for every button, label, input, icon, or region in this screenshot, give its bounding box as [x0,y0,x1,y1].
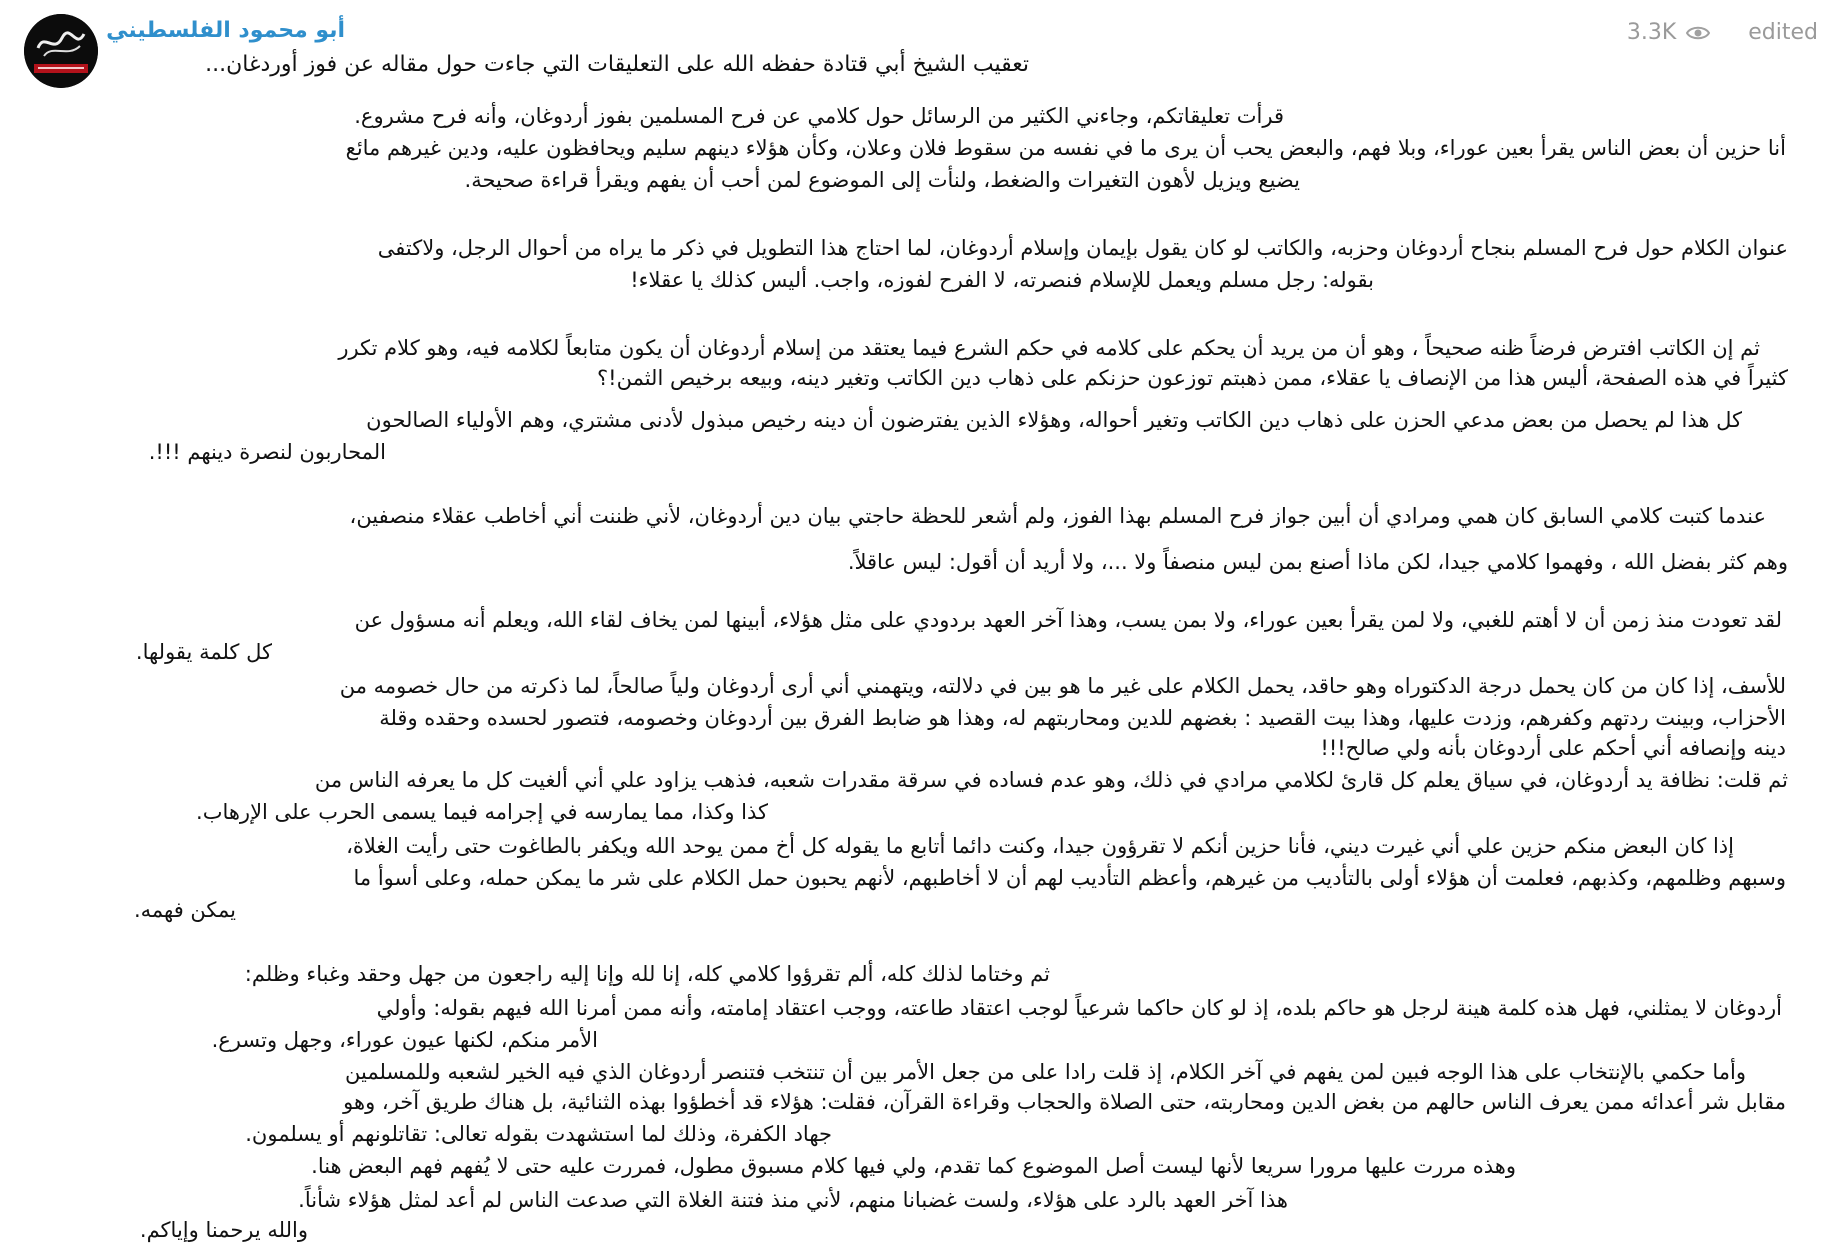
post-line: دينه وإنصافه أني أحكم على أردوغان بأنه ولي صالح!!! [1320,736,1786,760]
post-line: كل كلمة يقولها. [135,640,272,664]
post-line: أنا حزين أن بعض الناس يقرأ بعين عوراء، وبلا فهم، والبعض يحب أن يرى ما في نفسه من سقوط فلان وعلان، وكأن هؤلاء دينهم سليم ويحافظون عليه، ودين غيرهم مائع [345,136,1786,160]
post-meta [1627,20,1818,45]
post-line: لقد تعودت منذ زمن أن لا أهتم للغبي، ولا لمن يقرأ بعين عوراء، ولا بمن يسب، وهذا آخر العهد بردودي على مثل هؤلاء، أبينها لمن يخاف لقاء الله، ويعلم أنه مسؤول عن [354,608,1782,632]
post-line: والله يرحمنا وإياكم. [139,1218,308,1242]
eye-icon [1686,23,1710,43]
post-line: كذا وكذا، مما يمارسه في إجرامه فيما يسمى الحرب على الإرهاب. [196,800,768,824]
post-line: مقابل شر أعدائه ممن يعرف الناس حالهم من بغض الدين ومحاربته، حتى الصلاة والحجاب وقراءة القرآن، فقلت: هؤلاء قد أخطؤوا بهذه الثنائية، بل هناك طريق آخر، وهو [343,1090,1786,1114]
post-line: للأسف، إذا كان من كان يحمل درجة الدكتوراه وهو حاقد، يحمل الكلام على غير ما هو بين في دلالته، ويتهمني أني أرى أردوغان ولياً صالحاً، لما ذكرته من حال خصومه من [339,674,1786,698]
post-line: كثيراً في هذه الصفحة، أليس هذا من الإنصاف يا عقلاء، ممن ذهبتم توزعون حزنكم على ذهاب دين الكاتب وتغير دينه، وبيعه برخيص الثمن!؟ [597,366,1788,390]
post-line: المحاربون لنصرة دينهم !!!. [148,440,386,464]
post-line: وهذه مررت عليها مرورا سريعا لأنها ليست أصل الموضوع كما تقدم، ولي فيها كلام مسبوق مطول، فمررت عليه حتى لا يُفهم فهم البعض هنا. [311,1154,1516,1178]
post-line: كل هذا لم يحصل من بعض مدعي الحزن على ذهاب دين الكاتب وتغير أحواله، وهؤلاء الذين يفترضون أن دينه رخيص مبذول لأدنى مشتري، وهم الأولياء الصالحون [366,408,1742,432]
post-line: وهم كثر بفضل الله ، وفهموا كلامي جيدا، لكن ماذا أصنع بمن ليس منصفاً ولا ...، ولا أريد أن أقول: ليس عاقلاً. [847,550,1788,574]
author-name[interactable]: أبو محمود الفلسطيني [106,18,345,43]
post-title: تعقيب الشيخ أبي قتادة حفظه الله على التعليقات التي جاءت حول مقاله عن فوز أوردغان... [205,52,1029,77]
post-line: وأما حكمي بالإنتخاب على هذا الوجه فبين لمن يفهم في آخر الكلام، إذ قلت رادا على من جعل الأمر بين أن تنتخب فتنصر أردوغان الذي فيه الخير لشعبه وللمسلمين [345,1060,1746,1084]
post-line: بقوله: رجل مسلم ويعمل للإسلام فنصرته، لا الفرح لفوزه، واجب. أليس كذلك يا عقلاء! [630,268,1374,292]
post-line: عندما كتبت كلامي السابق كان همي ومرادي أن أبين جواز فرح المسلم بهذا الفوز، ولم أشعر للحظة حاجتي بيان دين أردوغان، لأني ظننت أني أخاطب عقلاء منصفين، [349,504,1766,528]
post-line: ثم قلت: نظافة يد أردوغان، في سياق يعلم كل قارئ لكلامي مرادي في ذلك، وهو عدم فساده في سرقة مقدرات شعبه، فذهب يزاود علي أني ألغيت كل ما يعرفه الناس من [314,768,1788,792]
post-line: ثم وختاما لذلك كله، ألم تقرؤوا كلامي كله، إنا لله وإنا إليه راجعون من جهل وحقد وغباء وظلم: [244,962,1050,986]
post-line: الأحزاب، وبينت ردتهم وكفرهم، وزدت عليها، وهذا بيت القصيد : بغضهم للدين ومحاربتهم له، وهذا هو ضابط الفرق بين أردوغان وخصومه، فتصور لحسده وحقده وقلة [379,706,1786,730]
views-count: 3.3K [1626,20,1677,45]
post-line: ثم إن الكاتب افترض فرضاً ظنه صحيحاً ، وهو أن من يريد أن يحكم على كلامه في حكم الشرع فيما يعتقد من إسلام أردوغان أن يكون متابعاً لكلامه فيه، وهو كلام تكرر [338,336,1760,360]
author-avatar[interactable] [24,14,98,88]
edited-label: edited [1748,20,1818,45]
post-line: عنوان الكلام حول فرح المسلم بنجاح أردوغان وحزبه، والكاتب لو كان يقول بإيمان وإسلام أردوغان، لما احتاج هذا التطويل في ذكر ما يراه من أحوال الرجل، ولاكتفى [377,236,1788,260]
post-line: قرأت تعليقاتكم، وجاءني الكثير من الرسائل حول كلامي عن فرح المسلمين بفوز أردوغان، وأنه فرح مشروع. [354,104,1284,128]
post-line: يضيع ويزيل لأهون التغيرات والضغط، ولنأت إلى الموضوع لمن أحب أن يفهم ويقرأ قراءة صحيحة. [464,168,1300,192]
calligraphy-logo-icon [24,14,98,88]
post-line: جهاد الكفرة، وذلك لما استشهدت بقوله تعالى: تقاتلونهم أو يسلمون. [245,1122,832,1146]
post-line: هذا آخر العهد بالرد على هؤلاء، ولست غضبانا منهم، لأني منذ فتنة الغلاة التي صدعت الناس لم أعد لمثل هؤلاء شأناً. [298,1188,1288,1212]
post-line: إذا كان البعض منكم حزين علي أني غيرت ديني، فأنا حزين أنكم لا تقرؤون جيدا، وكنت دائما أتابع ما يقوله كل أخ ممن يوحد الله ويكفر بالطاغوت حتى رأيت الغلاة، [346,834,1734,858]
post-line: يمكن فهمه. [133,898,236,922]
post-line: الأمر منكم، لكنها عيون عوراء، وجهل وتسرع. [211,1028,598,1052]
post-line: وسبهم وظلمهم، وكذبهم، فعلمت أن هؤلاء أولى بالتأديب من غيرهم، وأعظم التأديب لهم أن لا أخاطبهم، لأنهم يحبون حمل الكلام على شر ما يمكن حمله، وعلى أسوأ ما [353,866,1786,890]
post-line: أردوغان لا يمثلني، فهل هذه كلمة هينة لرجل هو حاكم بلده، إذ لو كان حاكما شرعياً لوجب اعتقاد طاعته، ووجب اعتقاد إمامته، وأنه ممن أمرنا الله فيهم بقوله: وأولي [376,996,1782,1020]
